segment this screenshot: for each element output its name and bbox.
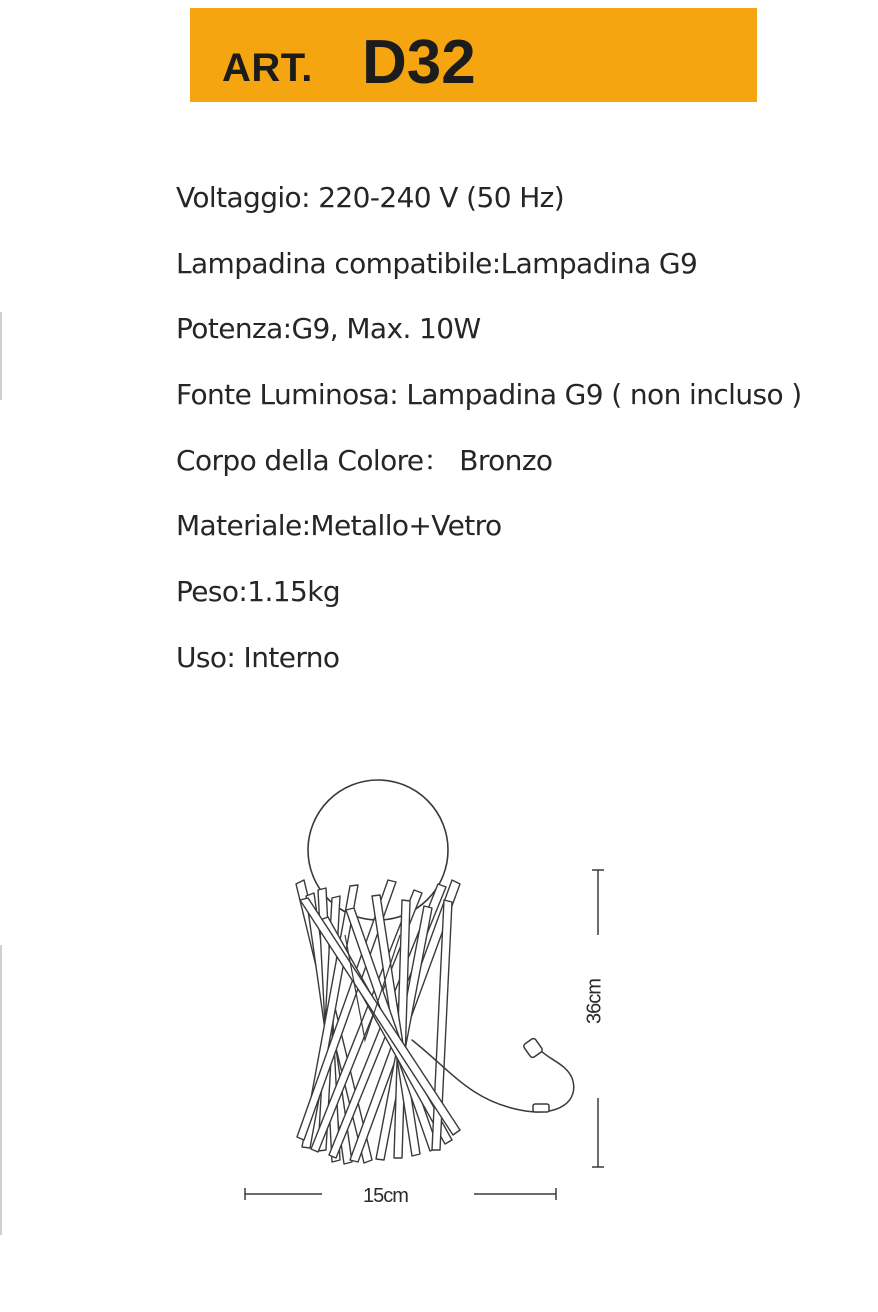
- spec-material: Materiale:Metallo+Vetro: [176, 509, 502, 543]
- title-banner: [190, 8, 757, 102]
- left-edge-mark: [0, 312, 2, 400]
- plug: [523, 1037, 544, 1058]
- article-prefix: ART.: [222, 46, 313, 90]
- spec-bulb: Lampadina compatibile:Lampadina G9: [176, 246, 698, 280]
- lamp-line-drawing-icon: [230, 770, 630, 1210]
- spec-light-source: Fonte Luminosa: Lampadina G9 ( non incluso ): [176, 378, 802, 412]
- spec-voltage: Voltaggio: 220-240 V (50 Hz): [176, 181, 565, 214]
- spec-weight: Peso:1.15kg: [176, 575, 340, 609]
- spec-usage: Uso: Interno: [176, 640, 340, 674]
- cord-switch: [533, 1104, 549, 1112]
- article-code: D32: [362, 28, 476, 97]
- width-dimension-label: 15cm: [363, 1185, 408, 1207]
- left-edge-mark: [0, 945, 2, 1235]
- spec-body-color: Corpo della Colore： Bronzo: [176, 443, 553, 477]
- spec-list: [176, 176, 876, 702]
- spec-power: Potenza:G9, Max. 10W: [176, 312, 481, 346]
- height-dimension-label: 36cm: [583, 979, 606, 1024]
